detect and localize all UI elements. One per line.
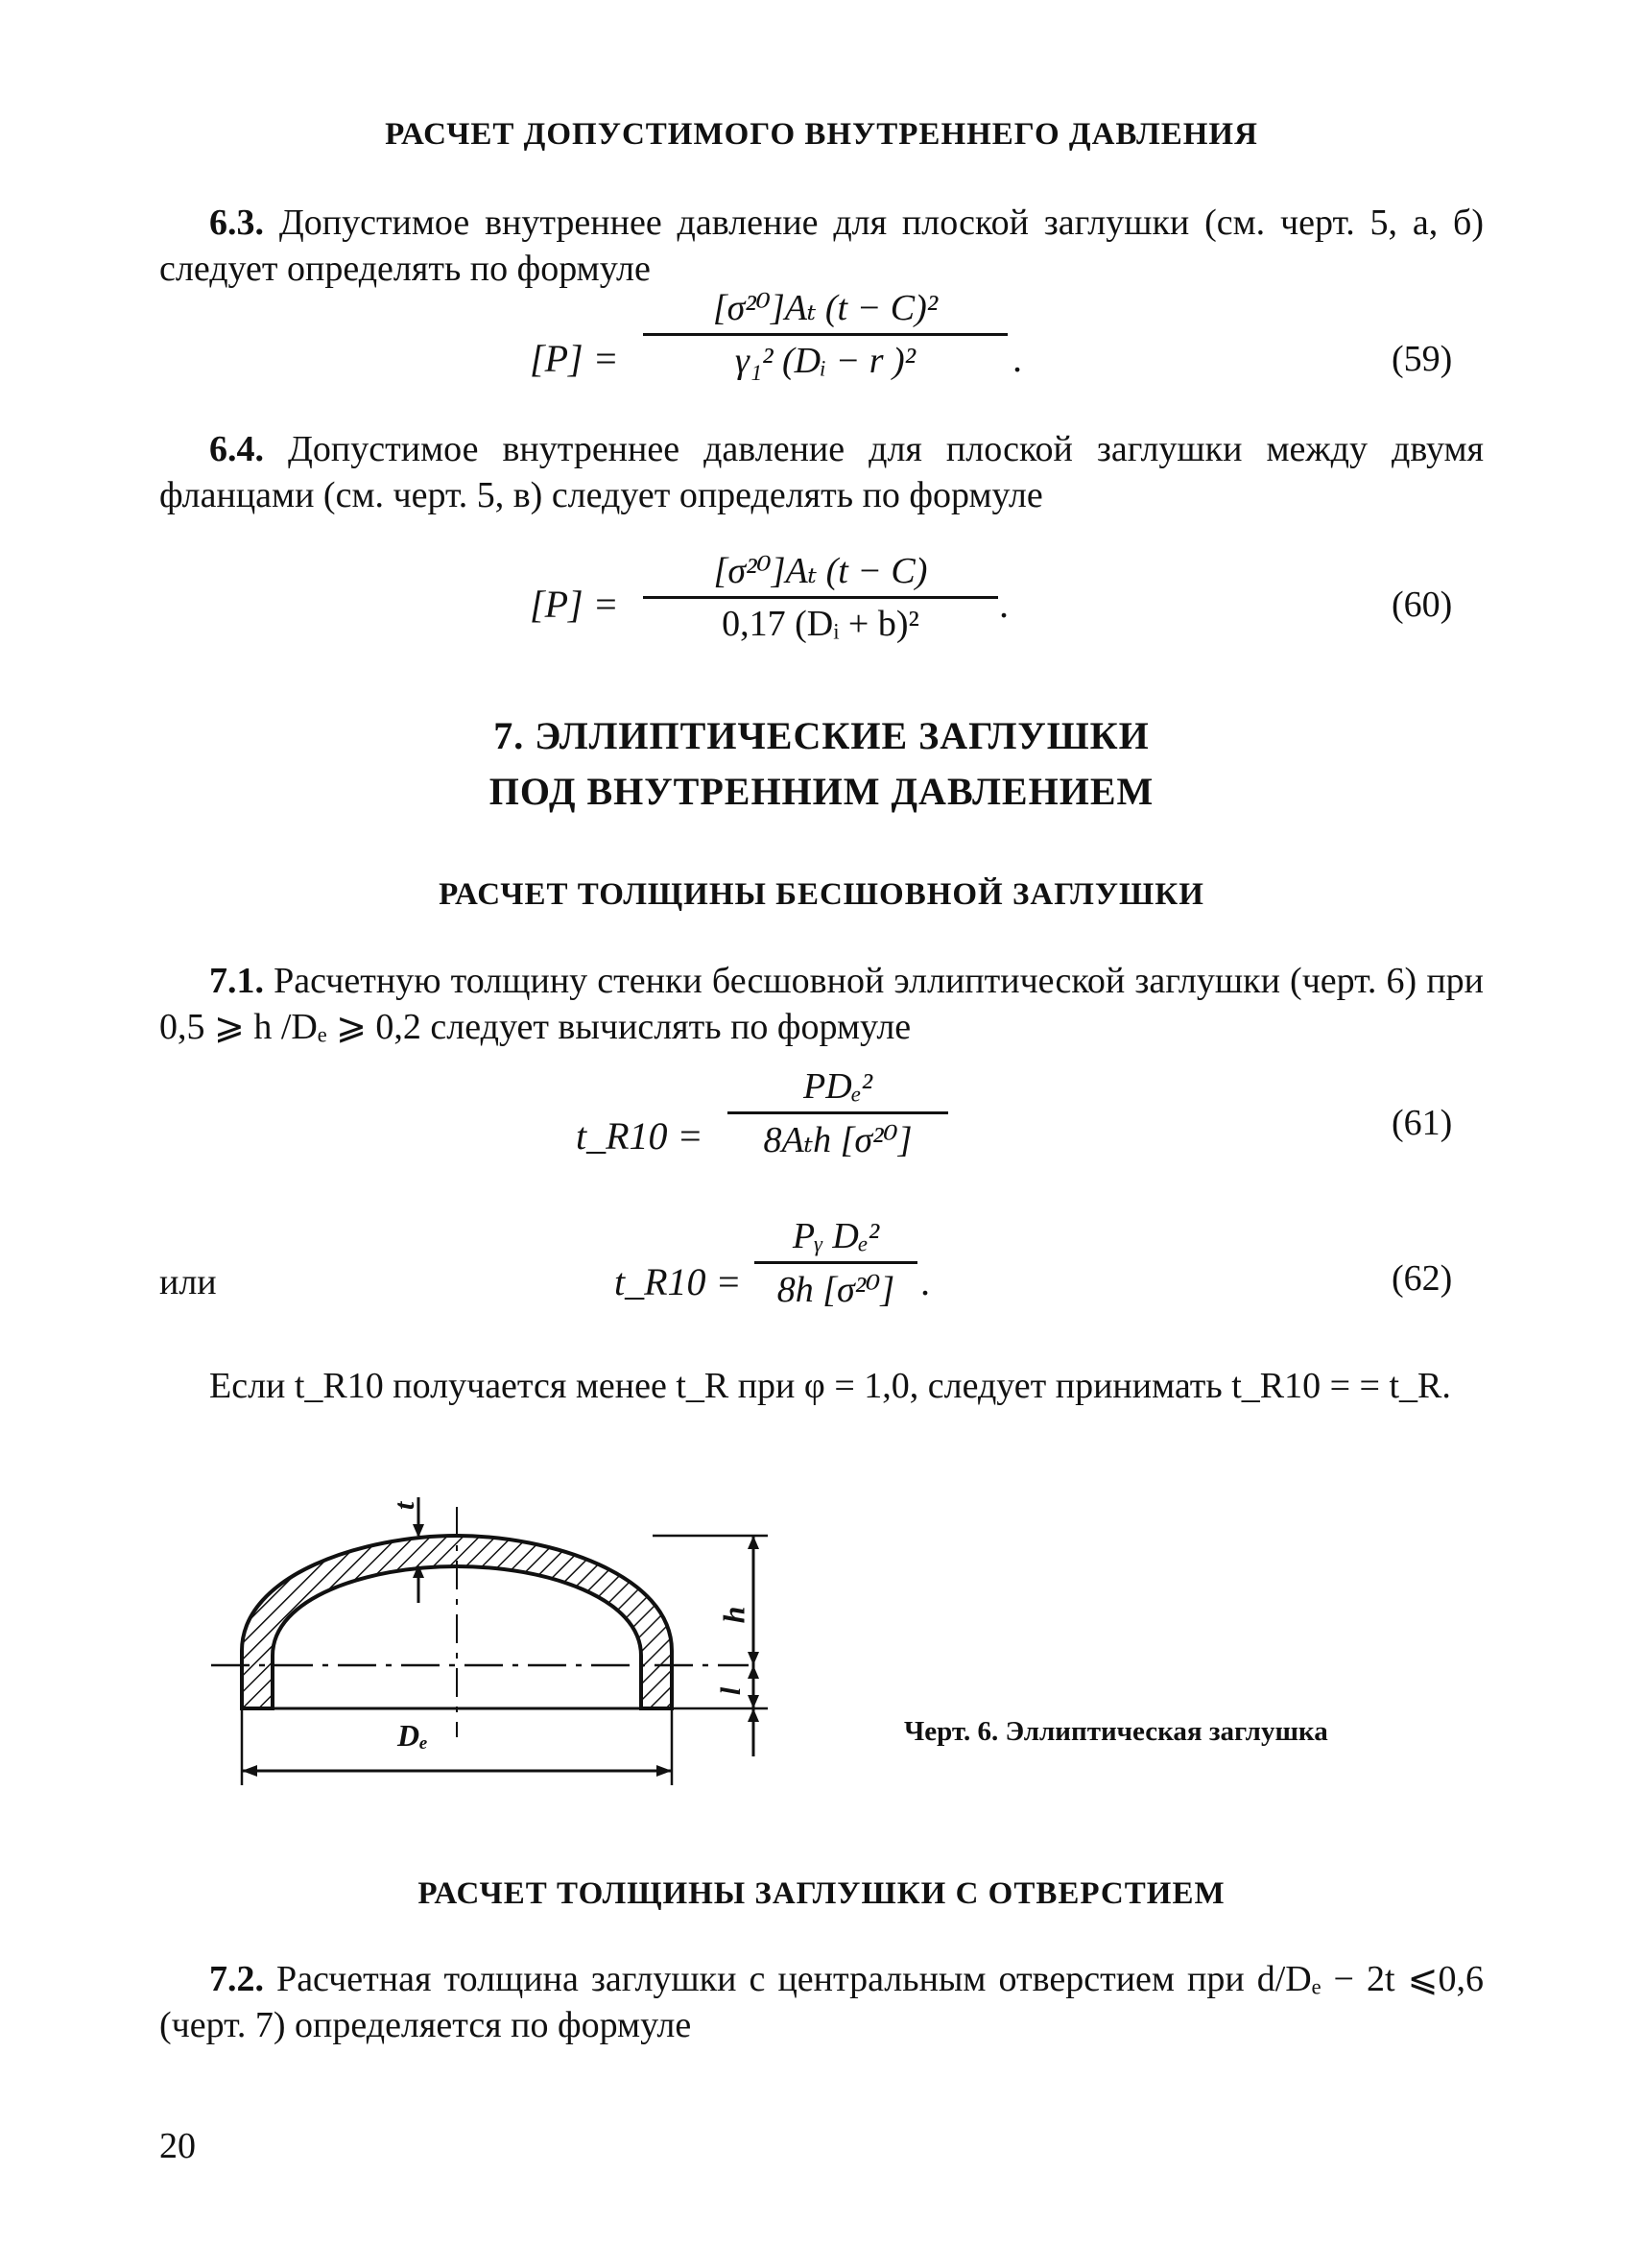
eq60-denominator: 0,17 (Dᵢ + b)² <box>722 604 919 644</box>
note-paragraph: Если t_R10 получается менее t_R при φ = 1,0, следует принимать t_R10 = = t_R. <box>209 1366 1451 1406</box>
paragraph-7-2 <box>159 1956 1484 2048</box>
eq59-tail: . <box>1013 337 1023 380</box>
eq62-numerator: Pᵧ Dₑ² <box>792 1216 880 1256</box>
heading-allowable-pressure: РАСЧЕТ ДОПУСТИМОГО ВНУТРЕННЕГО ДАВЛЕНИЯ <box>385 117 1258 152</box>
fraction-bar <box>727 1111 948 1114</box>
paragraph-number: 7.2. <box>209 1959 264 1999</box>
paragraph-number: 6.4. <box>209 429 264 469</box>
heading-cap-with-hole: РАСЧЕТ ТОЛЩИНЫ ЗАГЛУШКИ С ОТВЕРСТИЕМ <box>417 1876 1226 1911</box>
eq60-numerator: [σ²⁰]Aₜ (t − C) <box>713 551 928 591</box>
figure-6-caption: Черт. 6. Эллиптическая заглушка <box>904 1716 1328 1747</box>
eq62-lhs: t_R10 = <box>614 1260 742 1303</box>
eq61-lhs: t_R10 = <box>576 1114 703 1158</box>
eq59-number: (59) <box>1392 339 1453 379</box>
label-l: l <box>715 1686 748 1696</box>
eq60-tail: . <box>1000 583 1010 626</box>
page-number: 20 <box>159 2126 196 2166</box>
heading-seamless-thickness: РАСЧЕТ ТОЛЩИНЫ БЕСШОВНОЙ ЗАГЛУШКИ <box>439 877 1204 912</box>
paragraph-text: Расчетная толщина заглушки с центральным отверстием при d/Dₑ − 2t ⩽0,6 (черт. 7) определяется по формуле <box>159 1959 1484 2045</box>
section-7-title-line2: ПОД ВНУТРЕННИМ ДАВЛЕНИЕМ <box>488 770 1155 813</box>
eq61-number: (61) <box>1392 1103 1453 1143</box>
section-7-title-line1: 7. ЭЛЛИПТИЧЕСКИЕ ЗАГЛУШКИ <box>493 714 1150 757</box>
paragraph-number: 6.3. <box>209 203 264 243</box>
eq61-fraction <box>727 1065 948 1161</box>
label-t: t <box>389 1501 421 1511</box>
eq62-denominator: 8h [σ²⁰] <box>776 1270 895 1310</box>
label-h: h <box>716 1606 751 1624</box>
elliptical-cap-drawing <box>192 1497 806 1795</box>
eq60-fraction <box>643 549 998 645</box>
paragraph-text: Расчетную толщину стенки бесшовной эллиптической заглушки (черт. 6) при 0,5 ⩾ h /Dₑ ⩾ 0,2 следует вычислять по формуле <box>159 961 1484 1047</box>
eq60-lhs: [P] = <box>530 583 619 626</box>
eq60-number: (60) <box>1392 585 1453 625</box>
paragraph-7-1 <box>159 958 1484 1050</box>
fraction-bar <box>643 333 1008 336</box>
eq61-denominator: 8Aₜh [σ²⁰] <box>763 1120 913 1160</box>
paragraph-number: 7.1. <box>209 961 264 1001</box>
eq59-numerator: [σ²⁰]Aₜ (t − C)² <box>712 288 939 328</box>
paragraph-6-3 <box>159 200 1484 292</box>
eq59-lhs: [P] = <box>530 337 619 380</box>
fraction-bar <box>643 596 998 599</box>
paragraph-6-4 <box>159 426 1484 518</box>
paragraph-text: Допустимое внутреннее давление для плоской заглушки (см. черт. 5, а, б) следует определять по формуле <box>159 203 1484 289</box>
paragraph-text: Допустимое внутреннее давление для плоской заглушки между двумя фланцами (см. черт. 5, в) следует определять по формуле <box>159 429 1484 515</box>
eq59-denominator: γ₁² (Dᵢ − r )² <box>734 341 917 381</box>
eq62-number: (62) <box>1392 1258 1453 1299</box>
eq61-numerator: PDₑ² <box>802 1066 872 1107</box>
label-De: Dₑ <box>397 1718 428 1753</box>
eq62-prefix: или <box>159 1262 217 1302</box>
eq62-tail: . <box>921 1260 931 1303</box>
eq62-fraction <box>754 1215 917 1311</box>
eq59-fraction <box>643 286 1008 382</box>
fraction-bar <box>754 1261 917 1264</box>
